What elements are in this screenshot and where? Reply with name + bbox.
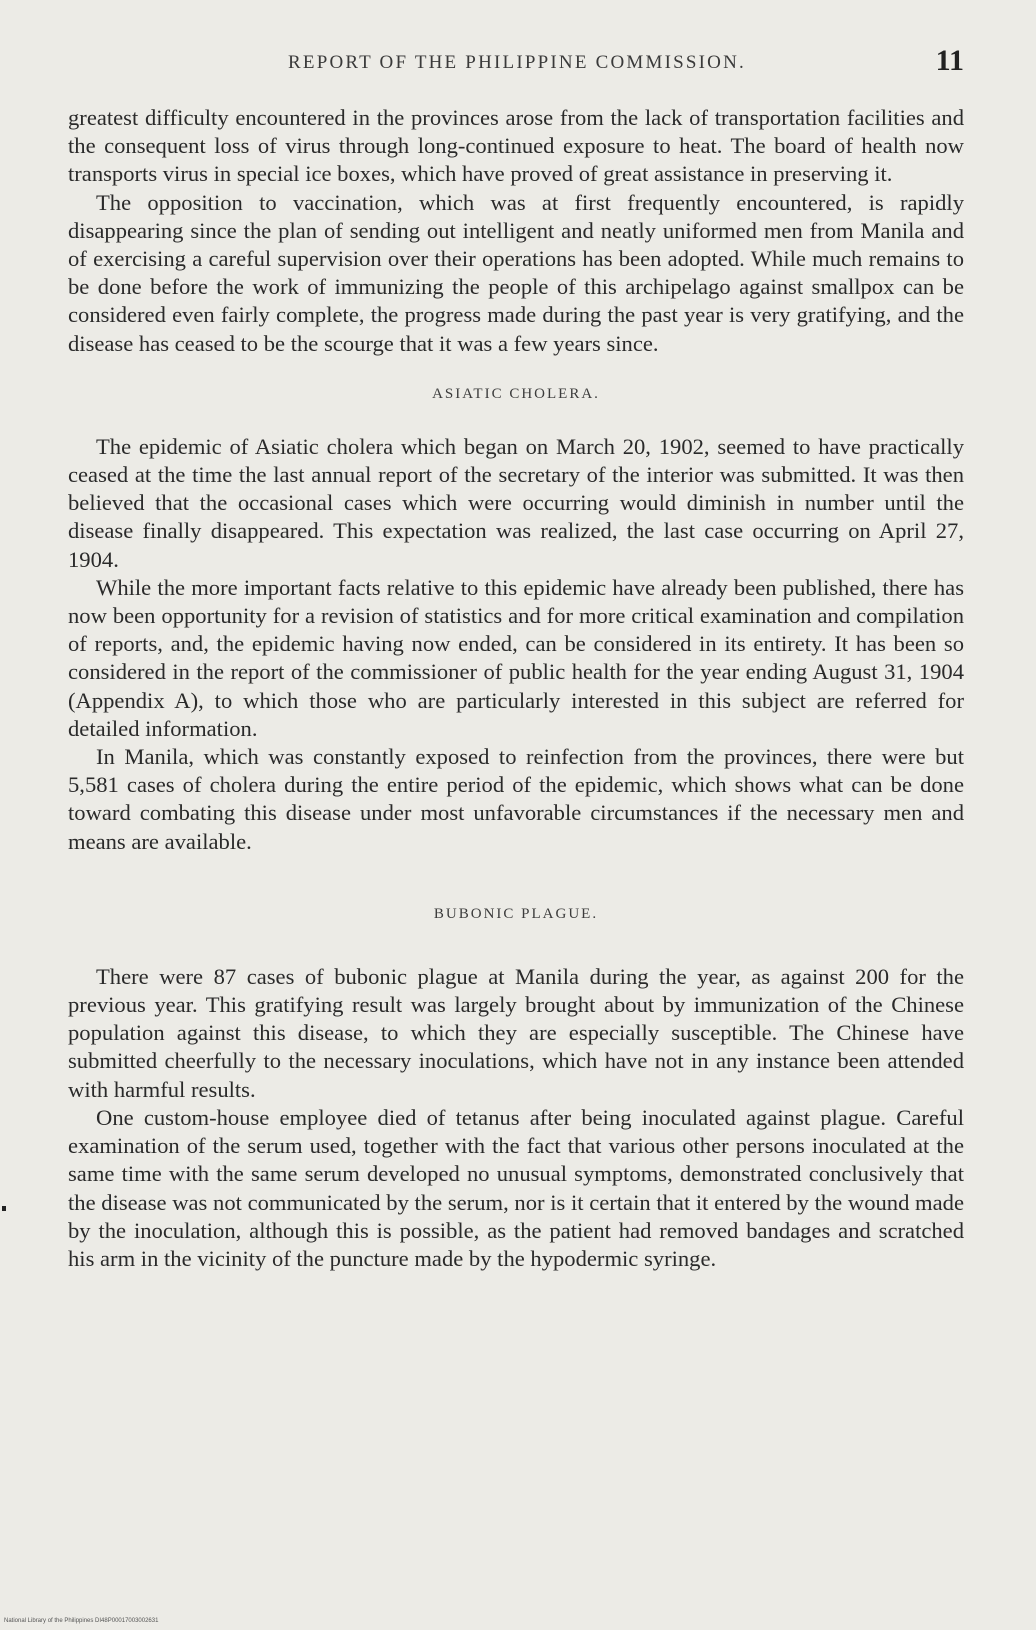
- paragraph-vaccination-opposition: The opposition to vaccination, which was at first frequently encountered, is rapidly disappearing since the plan of sending out intelligent and neatly uniformed men from Manila and of exercising a careful supervision over their operations has been adopted. While much remains to be done before the work of immunizing the people of this archipelago against smallpox can be considered even fairly complete, the progress made during the past year is very gratifying, and the disease has ceased to be the scourge that it was a few years since.: [68, 189, 964, 356]
- page-header: [70, 44, 964, 84]
- paragraph-cholera-statistics: While the more important facts relative to this epidemic have already been published, there has now been opportunity for a revision of statistics and for more critical examination and compilation of reports, and, the epidemic having now ended, can be considered in its entirety. It has been so considered in the report of the commissioner of public health for the year ending August 31, 1904 (Appendix A), to which those who are particularly interested in this subject are referred for detailed information.: [68, 574, 964, 741]
- running-head: REPORT OF THE PHILIPPINE COMMISSION.: [288, 52, 746, 73]
- page-number: 11: [935, 44, 964, 77]
- paragraph-plague-tetanus: One custom-house employee died of tetanus after being inoculated against plague. Careful examination of the serum used, together with the fact that various other persons inoculated at the same time with the same serum developed no unusual symptoms, demonstrated conclusively that the disease was not communicated by the serum, nor is it certain that it entered by the wound made by the inoculation, although this is possible, as the patient had removed bandages and scratched his arm in the vicinity of the puncture made by the hypodermic syringe.: [68, 1104, 964, 1271]
- footer-source-line: National Library of the Philippines DI48P00017003002631: [4, 1618, 159, 1624]
- body-text: [68, 104, 964, 1273]
- section-heading-asiatic-cholera: ASIATIC CHOLERA.: [432, 385, 600, 402]
- paragraph-cholera-manila: In Manila, which was constantly exposed to reinfection from the provinces, there were but 5,581 cases of cholera during the entire period of the epidemic, which shows what can be done toward combating this disease under most unfavorable circumstances if the necessary men and means are available.: [68, 744, 964, 854]
- section-heading-bubonic-plague: BUBONIC PLAGUE.: [433, 905, 599, 922]
- margin-mark: [2, 1206, 6, 1211]
- paragraph-plague-cases: There were 87 cases of bubonic plague at Manila during the year, as against 200 for the previous year. This gratifying result was largely brought about by immunization of the Chinese population against this disease, to which they are especially susceptible. The Chinese have submitted cheerfully to the necessary inoculations, which have not in any instance been attended with harmful results.: [68, 963, 964, 1102]
- paragraph-cholera-epidemic: The epidemic of Asiatic cholera which began on March 20, 1902, seemed to have practically ceased at the time the last annual report of the secretary of the interior was submitted. It was then believed that the occasional cases which were occurring would diminish in number until the disease finally disappeared. This expectation was realized, the last case occurring on April 27, 1904.: [68, 433, 964, 572]
- paragraph-vaccination-continued: greatest difficulty encountered in the provinces arose from the lack of transportation facilities and the consequent loss of virus through long-continued exposure to heat. The board of health now transports virus in special ice boxes, which have proved of great assistance in preserving it.: [68, 105, 964, 187]
